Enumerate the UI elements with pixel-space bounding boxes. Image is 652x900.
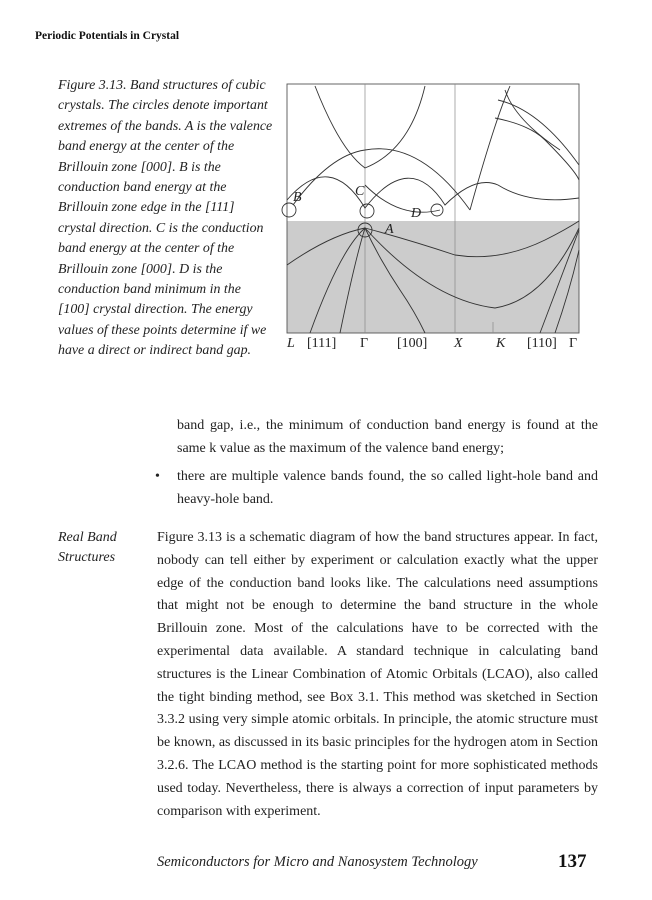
- axis-label-l: L: [287, 336, 295, 351]
- conduction-bands: [287, 86, 579, 212]
- caption-text: Figure 3.13. Band structures of cubic crystals. The circles denote important extremes of the bands. A is the valence band energy at the center of the Brillouin zone [000]. B is the conduction band energy at the Brillouin zone edge in the [111] crystal direction. C is the conduction band energy at the center of the Brillouin zone [000]. D is the conduction band minimum in the [100] crystal direction. The energy values of these points determine if we have a direct or indirect band gap.: [58, 78, 273, 359]
- conduction-band-curve: [287, 177, 579, 208]
- axis-label-x: X: [454, 336, 463, 351]
- body-paragraph: [157, 527, 598, 823]
- conduction-band-curve: [470, 86, 510, 210]
- point-a-label: A: [385, 222, 394, 237]
- paragraph-text: Figure 3.13 is a schematic diagram of how the band structures appear. In fact, nobody can tell either by experiment or calculation exactly what the upper edge of the conduction band looks like. The calculations need assumptions that might not be enough to determine the band structure in the whole Brillouin zone. Most of the calculations have to be corrected with the experimental data available. A standard technique in calculating band structures is the Linear Combination of Atomic Orbitals (LCAO), also called the tight binding method, see Box 3.1. This method was sketched in Section 3.3.2 using very simple atomic orbitals. In principle, the atomic structure must be known, as discussed in its basic principles for the hydrogen atom in Section 3.2.6. The LCAO method is the starting point for more sophisticated methods used today. Nevertheless, there is always a correction of input parameters by comparison with experiment.: [157, 530, 598, 819]
- point-b-label: B: [293, 190, 302, 205]
- conduction-band-curve: [365, 185, 440, 212]
- footer-book-title: Semiconductors for Micro and Nanosystem Technology: [157, 854, 478, 870]
- bullet-continuation: band gap, i.e., the minimum of conduction band energy is found at the same k value as the maximum of the valence band energy;: [177, 418, 598, 456]
- axis-label-gamma-end: Γ: [569, 336, 578, 351]
- bullet-item: [155, 465, 598, 511]
- axis-label-gamma: Γ: [360, 336, 369, 351]
- page-number: 137: [558, 851, 587, 872]
- valence-band-region: [287, 221, 579, 333]
- conduction-band-curve: [293, 149, 470, 210]
- point-d-marker: [431, 204, 443, 216]
- conduction-band-curve: [498, 100, 579, 165]
- axis-label-k: K: [496, 336, 506, 351]
- point-c-label: C: [355, 184, 365, 199]
- bullet-list: [155, 414, 598, 511]
- conduction-band-curve: [315, 86, 425, 168]
- axis-label-110: [110]: [527, 336, 557, 351]
- conduction-band-curve: [505, 90, 560, 150]
- point-b-marker: [282, 203, 296, 217]
- point-d-label: D: [411, 206, 422, 221]
- bullet-marker: •: [155, 469, 160, 484]
- running-head: Periodic Potentials in Crystal: [35, 30, 180, 42]
- axis-label-111: [111]: [307, 336, 337, 351]
- axis-label-100: [100]: [397, 336, 428, 351]
- bullet-item-text: there are multiple valence bands found, the so called light-hole band and heavy-hole band.: [177, 469, 598, 507]
- margin-heading: Real Band Structures: [58, 530, 117, 565]
